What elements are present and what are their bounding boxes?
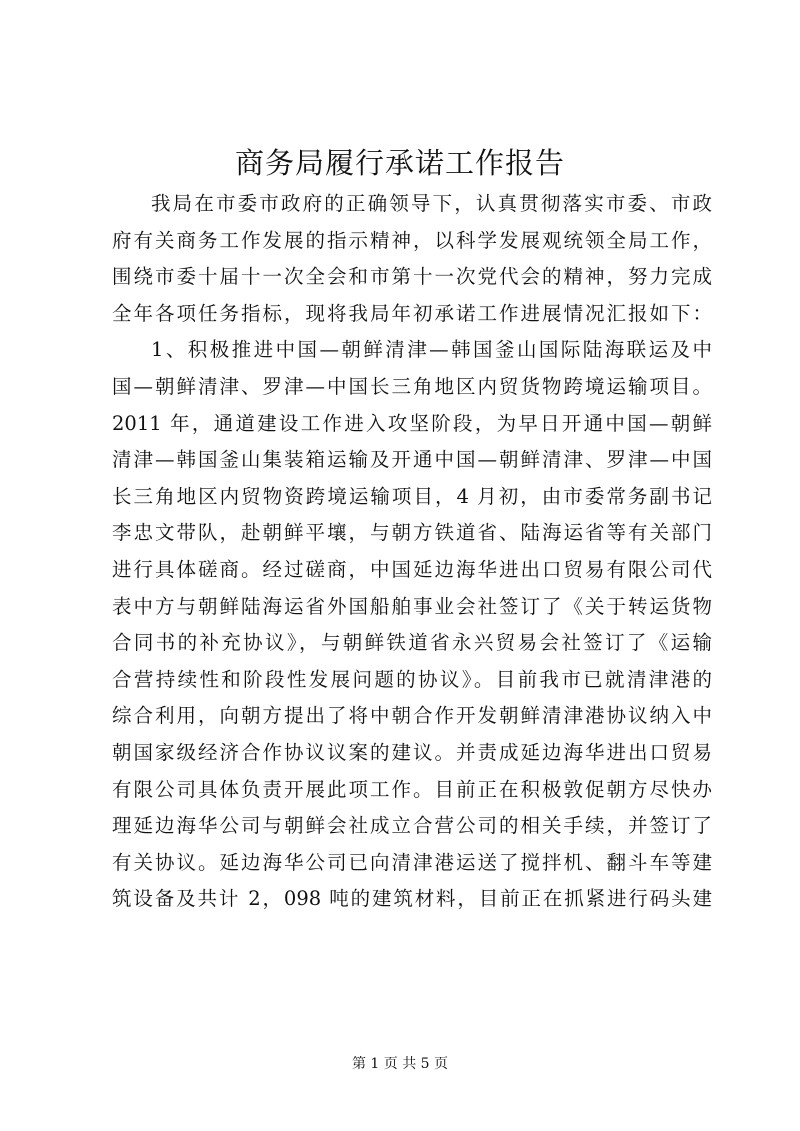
body-line: 李忠文带队，赴朝鲜平壤，与朝方铁道省、陆海运省等有关部门 bbox=[112, 521, 712, 545]
body-line: 有关协议。延边海华公司已向清津港运送了搅拌机、翻斗车等建 bbox=[112, 850, 712, 874]
body-line: 府有关商务工作发展的指示精神，以科学发展观统领全局工作， bbox=[112, 228, 712, 252]
body-line: 进行具体磋商。经过磋商，中国延边海华进出口贸易有限公司代 bbox=[112, 557, 712, 581]
body-line: 长三角地区内贸物资跨境运输项目，4 月初，由市委常务副书记 bbox=[112, 484, 712, 508]
body-line: 1、积极推进中国—朝鲜清津—韩国釜山国际陆海联运及中 bbox=[151, 338, 712, 362]
body-line: 朝国家级经济合作协议议案的建议。并责成延边海华进出口贸易 bbox=[112, 740, 712, 764]
body-line: 清津—韩国釜山集装箱运输及开通中国—朝鲜清津、罗津—中国 bbox=[112, 448, 712, 472]
page-footer: 第 1 页 共 5 页 bbox=[351, 1056, 449, 1072]
body-line: 围绕市委十届十一次全会和市第十一次党代会的精神，努力完成 bbox=[112, 265, 712, 289]
body-line: 理延边海华公司与朝鲜会社成立合营公司的相关手续，并签订了 bbox=[112, 814, 712, 838]
document-body bbox=[112, 186, 712, 918]
body-line: 2011 年，通道建设工作进入攻坚阶段，为早日开通中国—朝鲜 bbox=[112, 411, 712, 435]
body-line: 合营持续性和阶段性发展问题的协议》。目前我市已就清津港的 bbox=[112, 667, 712, 691]
body-line: 表中方与朝鲜陆海运省外国船舶事业会社签订了《关于转运货物 bbox=[112, 594, 712, 618]
body-line: 综合利用，向朝方提出了将中朝合作开发朝鲜清津港协议纳入中 bbox=[112, 704, 712, 728]
body-line: 全年各项任务指标，现将我局年初承诺工作进展情况汇报如下： bbox=[112, 301, 712, 325]
body-line: 国—朝鲜清津、罗津—中国长三角地区内贸货物跨境运输项目。 bbox=[112, 374, 712, 398]
body-line: 筑设备及共计 2，098 吨的建筑材料，目前正在抓紧进行码头建 bbox=[112, 887, 712, 911]
body-line: 我局在市委市政府的正确领导下，认真贯彻落实市委、市政 bbox=[151, 192, 712, 215]
document-title: 商务局履行承诺工作报告 bbox=[234, 146, 565, 180]
body-line: 有限公司具体负责开展此项工作。目前正在积极敦促朝方尽快办 bbox=[112, 777, 712, 801]
body-line: 合同书的补充协议》，与朝鲜铁道省永兴贸易会社签订了《运输 bbox=[112, 631, 712, 655]
